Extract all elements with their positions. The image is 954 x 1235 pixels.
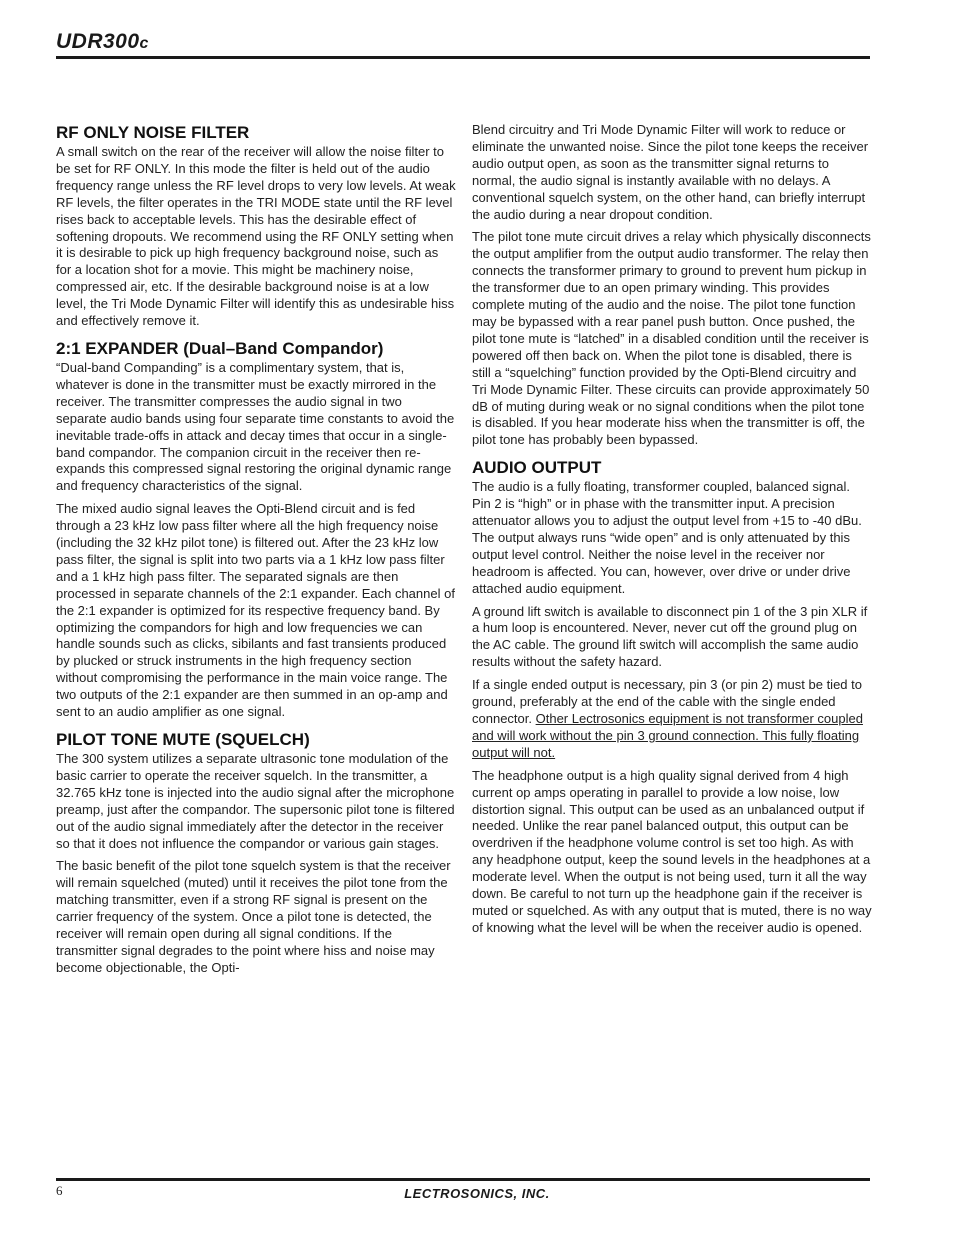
audio-output-paragraph-1: The audio is a fully floating, transformer coupled, balanced signal. Pin 2 is “high” or in phase with the transmitter input. A precision attenuator allows you to adjust the output level from +15 to -40 dBu. The output always runs “wide open” and is only attenuated by this output level control. Neither the noise level in the receiver nor headroom is affected. You can, however, over drive or under drive attached audio equipment. — [472, 479, 862, 596]
heading-rf-only-noise-filter: RF ONLY NOISE FILTER — [56, 123, 250, 142]
header-rule — [56, 56, 870, 59]
pilot-tone-paragraph-2: The basic benefit of the pilot tone squelch system is that the receiver will remain squelched (muted) until it receives the pilot tone from the matching transmitter, even if a strong RF signal is present on the carrier frequency of the system. Once a pilot tone is detected, the receiver will remain open during all signal conditions. If the transmitter signal degrades to the point where hiss and noise may become objectionable, the Opti- — [56, 858, 451, 975]
audio-output-p3-underlined: Other Lectrosonics equipment is not transformer coupled and will work without the pin 3 ground connection. This fully floating output will not. — [472, 711, 863, 760]
page-header-title — [56, 30, 149, 54]
heading-audio-output: AUDIO OUTPUT — [472, 458, 602, 478]
page-number: 6 — [56, 1183, 63, 1198]
heading-expander: 2:1 EXPANDER (Dual–Band Compandor) — [56, 338, 384, 358]
pilot-tone-continued-paragraph-2: The pilot tone mute circuit drives a relay which physically disconnects the output amplifier from the output audio transformer. The relay then connects the transformer primary to ground to prevent hum pickup in the transformer due to an open primary winding. This provides complete muting of the audio and the noise. The pilot tone function may be bypassed with a rear panel push button. Once pushed, the pilot tone mute is “latched” in a disabled condition until the receiver is powered off then back on. When the pilot tone is disabled, there is still a “squelching” function provided by the Opti-Blend circuitry and Tri Mode Dynamic Filter. These circuits can provide approximately 50 dB of muting during weak or no signal conditions when the pilot tone is disabled. If you hear moderate hiss when the transmitter is off, the pilot tone has probably been bypassed. — [472, 229, 871, 448]
left-column — [56, 122, 456, 983]
right-column — [472, 122, 872, 943]
audio-output-paragraph-4: The headphone output is a high quality signal derived from 4 high current op amps operating in parallel to provide a low noise, low distortion signal. This output can be used as an unbalanced output if needed. Unlike the rear panel balanced output, this output can be overdriven if the headphone volume control is set too high. As with any headphone output, keep the sound levels in the headphones at a moderate level. When the output is not being used, turn it all the way down. Be careful to not turn up the headphone gain if the receiver is muted or squelched. As with any output that is muted, there is no way of knowing what the level will be when the receiver audio is opened. — [472, 767, 872, 935]
heading-pilot-tone-mute: PILOT TONE MUTE (SQUELCH) — [56, 730, 310, 749]
footer-company-name: LECTROSONICS, INC. — [404, 1186, 550, 1201]
footer-rule — [56, 1178, 870, 1181]
header-model: UDR300 — [56, 30, 140, 53]
header-model-suffix: c — [139, 35, 149, 52]
audio-output-paragraph-3 — [472, 677, 872, 762]
rf-filter-paragraph-1: A small switch on the rear of the receiver will allow the noise filter to be set for RF ONLY. In this mode the filter is held out of the audio frequency range unless the RF level drops to very low levels. At weak RF levels, the filter operates in the TRI MODE state until the RF level rises back to acceptable levels. This has the desirable effect of softening dropouts. We recommend using the RF ONLY setting when it is desirable to pick up high frequency background noise, such as for a location shot for a movie. This might be machinery noise, compressed air, etc. If the desirable background noise is at a low level, the Tri Mode Dynamic Filter will identify this as undesirable hiss and effectively remove it. — [56, 144, 456, 329]
pilot-tone-paragraph-1: The 300 system utilizes a separate ultrasonic tone modulation of the basic carrier to operate the receiver squelch. In the transmitter, a 32.765 kHz tone is injected into the audio signal after the microphone preamp, just after the compandor. The supersonic pilot tone is filtered out of the audio signal immediately after the detector in the receiver so that it does not influence the compandor or various gain stages. — [56, 751, 455, 851]
audio-output-paragraph-2: A ground lift switch is available to disconnect pin 1 of the 3 pin XLR if a hum loop is encountered. Never, never cut off the ground plug on the AC cable. The ground lift switch will accomplish the same audio results without the safety hazard. — [472, 603, 868, 670]
expander-paragraph-1: “Dual-band Companding” is a complimentary system, that is, whatever is done in the transmitter must be exactly mirrored in the receiver. The transmitter compresses the audio signal in two separate audio bands using four separate time constants to avoid the inevitable trade-offs in attack and decay times that occur in a single-band compandor. The companion circuit in the receiver then re-expands this compressed signal restoring the original dynamic range and frequency characteristics of the signal. — [56, 359, 455, 494]
expander-paragraph-2: The mixed audio signal leaves the Opti-Blend circuit and is fed through a 23 kHz low pass filter where all the high frequency noise (including the 32 kHz pilot tone) is filtered out. After the 23 kHz low pass filter, the signal is split into two parts via a 1 kHz low pass filter and a 1 kHz high pass filter. The separated signals are then processed in separate channels of the 2:1 expander. Each channel of the 2:1 expander is optimized for its respective frequency band. By optimizing the compandors for high and low frequencies we can handle sounds such as clicks, sibilants and fast transients produced by plucked or struck instruments in the high frequency section without compromising the performance in the main voice range. The two outputs of the 2:1 expander are then summed in an op-amp and sent to an audio amplifier as one signal. — [56, 501, 455, 720]
pilot-tone-continued-paragraph-1: Blend circuitry and Tri Mode Dynamic Filter will work to reduce or eliminate the unwanted noise. Since the pilot tone keeps the receiver audio output open, as soon as the transmitter signal returns to normal, the audio signal is instantly available with no delays. A conventional squelch system, on the other hand, can briefly interrupt the audio during a near dropout condition. — [472, 122, 869, 222]
audio-output-p3-text: If a single ended output is necessary, pin 3 (or pin 2) must be tied to ground, preferably at the end of the cable with the single ended connector. — [472, 677, 862, 726]
